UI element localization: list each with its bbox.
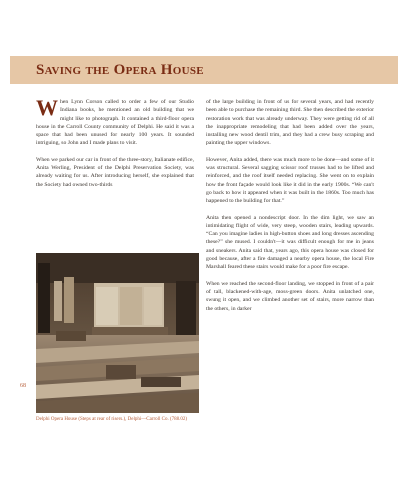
photo-caption: Delphi Opera House (Steps at rear of risers.), Delphi—Carroll Co. (788.02) xyxy=(36,417,188,422)
paragraph: When we reached the second-floor landing, we stopped in front of a pair of tall, blackened-with-age, moss-green doors. Anita unlatched one, swung it open, and we climbed another set of stairs, more narrow than the others, in darker xyxy=(206,280,374,312)
paragraph: of the large building in front of us for several years, and had recently been able to purchase the remaining third. She then described the exterior restoration work that was already underway. They were getting rid of all the inappropriate remodeling that had been added over the years, installing new wood dentil trim, and they had a crew busy scraping and painting the upper windows. xyxy=(206,99,374,147)
page-title: Saving the Opera House xyxy=(36,62,204,78)
drop-cap: W xyxy=(36,95,58,120)
paragraph xyxy=(36,95,194,148)
paragraph: Anita then opened a nondescript door. In the dim light, we saw an intimidating flight of wide, very steep, wooden stairs, leading upwards. “Can you imagine ladies in high-button shoes and long dresses ascending these?” she mused. I couldn't—it was difficult enough for me in jeans and sneakers. Anita said that, years ago, this opera house was closed for good because, after a fire damaged a nearby opera house, the local Fire Marshall feared these stairs would make for a poor fire escape. xyxy=(206,214,374,271)
opera-house-photo-image xyxy=(36,253,199,413)
paragraph: When we parked our car in front of the three-story, Italianate edifice, Anita Werling, President of the Delphi Preservation Society, was already waiting for us. After introducing herself, she explained that the Society had owned two-thirds xyxy=(36,156,194,188)
right-column xyxy=(206,98,374,321)
paragraph: However, Anita added, there was much more to be done—and some of it was structural. Several sagging scissor roof trusses had to be lifted and reinforced, and the roof itself needed replacing. She went on to explain how the front façade would look like it did in the early 1900s. “We can't go back to how it appeared when it was built in the 1860s. Too much has happened to the building for that.” xyxy=(206,156,374,205)
paragraph-text: hen Lynn Corson called to order a few of our Studio Indiana books, he mentioned an old building that we might like to photograph. It contained a third-floor opera house in the Carroll County community of Delphi. He said it was a space that had been unused for nearly 100 years. It sounded intriguing, so John and I made plans to visit. xyxy=(36,99,194,147)
left-column xyxy=(36,95,194,197)
opera-house-photo xyxy=(36,253,199,413)
page-number: 68 xyxy=(20,383,26,389)
